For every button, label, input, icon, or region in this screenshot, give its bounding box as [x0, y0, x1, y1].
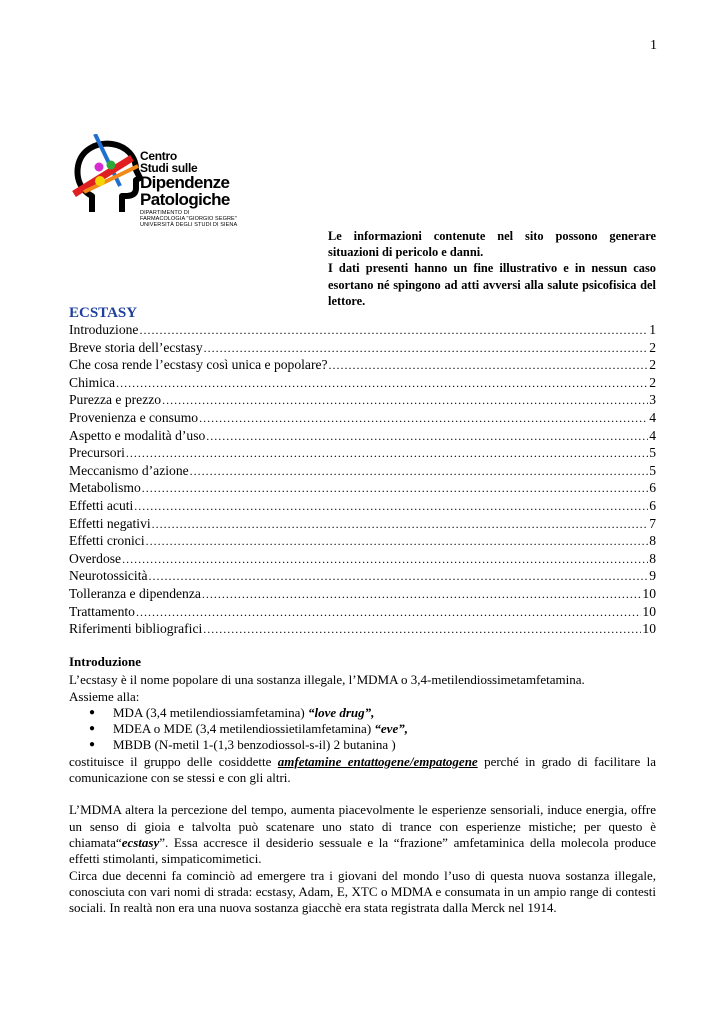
document-title: ECSTASY — [69, 305, 138, 321]
toc-label: Precursori — [69, 445, 125, 461]
toc-leader — [202, 586, 642, 604]
introduction-section — [69, 654, 656, 916]
toc-page: 6 — [649, 497, 656, 513]
toc-page: 7 — [649, 515, 656, 531]
emphasis-term: ecstasy — [121, 834, 160, 850]
toc-leader — [329, 357, 649, 375]
toc-entry[interactable] — [69, 585, 656, 603]
toc-leader — [139, 322, 648, 340]
toc-page: 5 — [649, 445, 656, 461]
toc-leader — [190, 463, 649, 481]
toc-entry[interactable] — [69, 620, 656, 638]
toc-page: 1 — [649, 322, 656, 337]
red-bar — [74, 158, 132, 194]
spacer — [69, 786, 656, 802]
list-item — [89, 737, 656, 753]
toc-leader — [162, 392, 648, 410]
toc-leader — [136, 604, 641, 622]
toc-leader — [142, 480, 648, 498]
toc-label: Metabolismo — [69, 480, 141, 496]
magenta-dot — [95, 163, 104, 172]
toc-label: Purezza e prezzo — [69, 392, 162, 408]
toc-entry[interactable] — [69, 532, 656, 550]
toc-entry[interactable] — [69, 356, 656, 374]
toc-label: Effetti negativi — [69, 515, 151, 531]
logo-line-1: Centro — [140, 149, 177, 163]
page-number: 1 — [650, 38, 657, 53]
toc-entry[interactable] — [69, 374, 656, 392]
toc-label: Effetti cronici — [69, 533, 145, 549]
logo-subtitle-2: FARMACOLOGIA "GIORGIO SEGRE" — [140, 216, 237, 222]
toc-leader — [204, 340, 649, 358]
logo-subtitle-1: DIPARTIMENTO DI — [140, 210, 190, 216]
logo-text — [140, 150, 237, 228]
toc-label: Breve storia dell’ecstasy — [69, 339, 203, 355]
text-run: costituisce il gruppo delle cosiddette — [69, 753, 278, 769]
toc-label: Riferimenti bibliografici — [69, 621, 203, 637]
toc-label: Introduzione — [69, 322, 139, 337]
toc-leader — [152, 516, 649, 534]
toc-page: 10 — [642, 621, 656, 637]
intro-paragraph-4 — [69, 802, 656, 867]
toc-page: 8 — [649, 550, 656, 566]
toc-leader — [146, 533, 649, 551]
toc-label: Meccanismo d’azione — [69, 462, 189, 478]
disclaimer-paragraph-1: Le informazioni contenute nel sito possono generare situazioni di pericolo e danni. — [328, 229, 656, 260]
toc-entry[interactable] — [69, 391, 656, 409]
toc-label: Aspetto e modalità d’uso — [69, 427, 206, 443]
toc-page: 4 — [649, 427, 656, 443]
list-item — [89, 705, 656, 721]
toc-label: Che cosa rende l’ecstasy così unica e popolare? — [69, 357, 328, 373]
toc-entry[interactable] — [69, 409, 656, 427]
list-item-text: MBDB (N-metil 1-(1,3 benzodiossol-s-il) 2 butanina ) — [113, 737, 396, 753]
disclaimer — [328, 228, 656, 309]
toc-page: 9 — [649, 568, 656, 584]
toc-label: Tolleranza e dipendenza — [69, 585, 201, 601]
logo-line-2: Studi sulle — [140, 161, 198, 175]
toc-page: 8 — [649, 533, 656, 549]
toc-page: 4 — [649, 409, 656, 425]
green-dot — [107, 161, 116, 170]
bullet-icon: ● — [89, 739, 96, 751]
text-run: ”. Essa accresce il desiderio sessuale e la “frazione” amfetaminica della molecola produce effetti stimolanti, simpaticomimetici. — [69, 834, 656, 867]
logo-subtitle-3: UNIVERSITÀ DEGLI STUDI DI SIENA — [140, 222, 238, 228]
logo-line-3: Dipendenze — [140, 173, 230, 192]
toc-leader — [149, 568, 649, 586]
toc-page: 2 — [649, 339, 656, 355]
intro-line-1: L’ecstasy è il nome popolare di una sostanza illegale, l’MDMA o 3,4-metilendiossimetamfetamina. — [69, 672, 585, 688]
toc-entry[interactable] — [69, 550, 656, 568]
toc-entry[interactable] — [69, 462, 656, 480]
toc-label: Effetti acuti — [69, 497, 134, 513]
toc-entry[interactable] — [69, 339, 656, 357]
logo-subtitle — [140, 210, 237, 228]
toc-label: Trattamento — [69, 603, 135, 619]
intro-paragraph-3 — [69, 754, 656, 787]
yellow-dot — [95, 176, 105, 186]
toc-page: 5 — [649, 462, 656, 478]
toc-label: Overdose — [69, 550, 122, 566]
toc-leader — [126, 445, 648, 463]
head-profile-outline — [78, 144, 140, 212]
toc-entry[interactable] — [69, 444, 656, 462]
text-run: L’MDMA altera la percezione del tempo, aumenta piacevolmente le esperienze sensoriali, induce energia, offre un senso di gioia e talvolta può scatenare uno stato di trance con esperienze mistiche; per questo è chiamata“ — [69, 802, 656, 850]
list-item-text: MDA (3,4 metilendiossiamfetamina) — [113, 704, 308, 720]
bullet-icon: ● — [89, 723, 96, 735]
intro-paragraph-5: Circa due decenni fa cominciò ad emergere tra i giovani del mondo l’uso di questa nuova sostanza illegale, conosciuta con vari nomi di strada: ecstasy, Adam, E, XTC o MDMA e consumata in un ampio range di contesti sociali. In realtà non era una nuova sostanza giacchè era stata registrata dalla Merck nel 1914. — [69, 867, 656, 916]
toc-leader — [199, 410, 648, 428]
emphasis-term: amfetamine entattogene/empatogene — [277, 753, 478, 769]
table-of-contents — [69, 321, 656, 638]
toc-leader — [122, 551, 648, 569]
list-item-nickname: “eve”, — [374, 721, 408, 737]
toc-page: 2 — [649, 374, 656, 390]
toc-entry[interactable] — [69, 479, 656, 497]
logo-line-4: Patologiche — [140, 190, 230, 209]
toc-leader — [206, 428, 648, 446]
toc-entry[interactable] — [69, 603, 656, 621]
toc-page: 3 — [649, 392, 656, 408]
text-run: perché in grado di facilitare la comunicazione con se stessi e con gli altri. — [69, 753, 656, 786]
toc-leader — [134, 498, 648, 516]
section-heading: Introduzione — [69, 654, 141, 669]
substance-list — [69, 705, 656, 754]
toc-entry[interactable] — [69, 321, 656, 339]
intro-line-2: Assieme alla: — [69, 688, 140, 704]
toc-label: Provenienza e consumo — [69, 409, 199, 425]
toc-entry[interactable] — [69, 497, 656, 515]
toc-label: Chimica — [69, 374, 116, 390]
toc-entry[interactable] — [69, 515, 656, 533]
toc-entry[interactable] — [69, 567, 656, 585]
toc-page: 10 — [642, 603, 656, 619]
toc-leader — [116, 375, 648, 393]
list-item-text: MDEA o MDE (3,4 metilendiossietilamfetamina) — [113, 721, 375, 737]
toc-page: 2 — [649, 357, 656, 373]
toc-entry[interactable] — [69, 427, 656, 445]
list-item-nickname: “love drug”, — [307, 704, 375, 720]
disclaimer-paragraph-2: I dati presenti hanno un fine illustrativo e in nessun caso esortano né spingono ad atti avversi alla salute psicofisica del lettore. — [328, 261, 656, 308]
toc-page: 10 — [642, 585, 656, 601]
toc-page: 6 — [649, 480, 656, 496]
bullet-icon: ● — [89, 706, 96, 718]
toc-leader — [203, 621, 641, 639]
list-item — [89, 721, 656, 737]
toc-label: Neurotossicità — [69, 568, 148, 584]
